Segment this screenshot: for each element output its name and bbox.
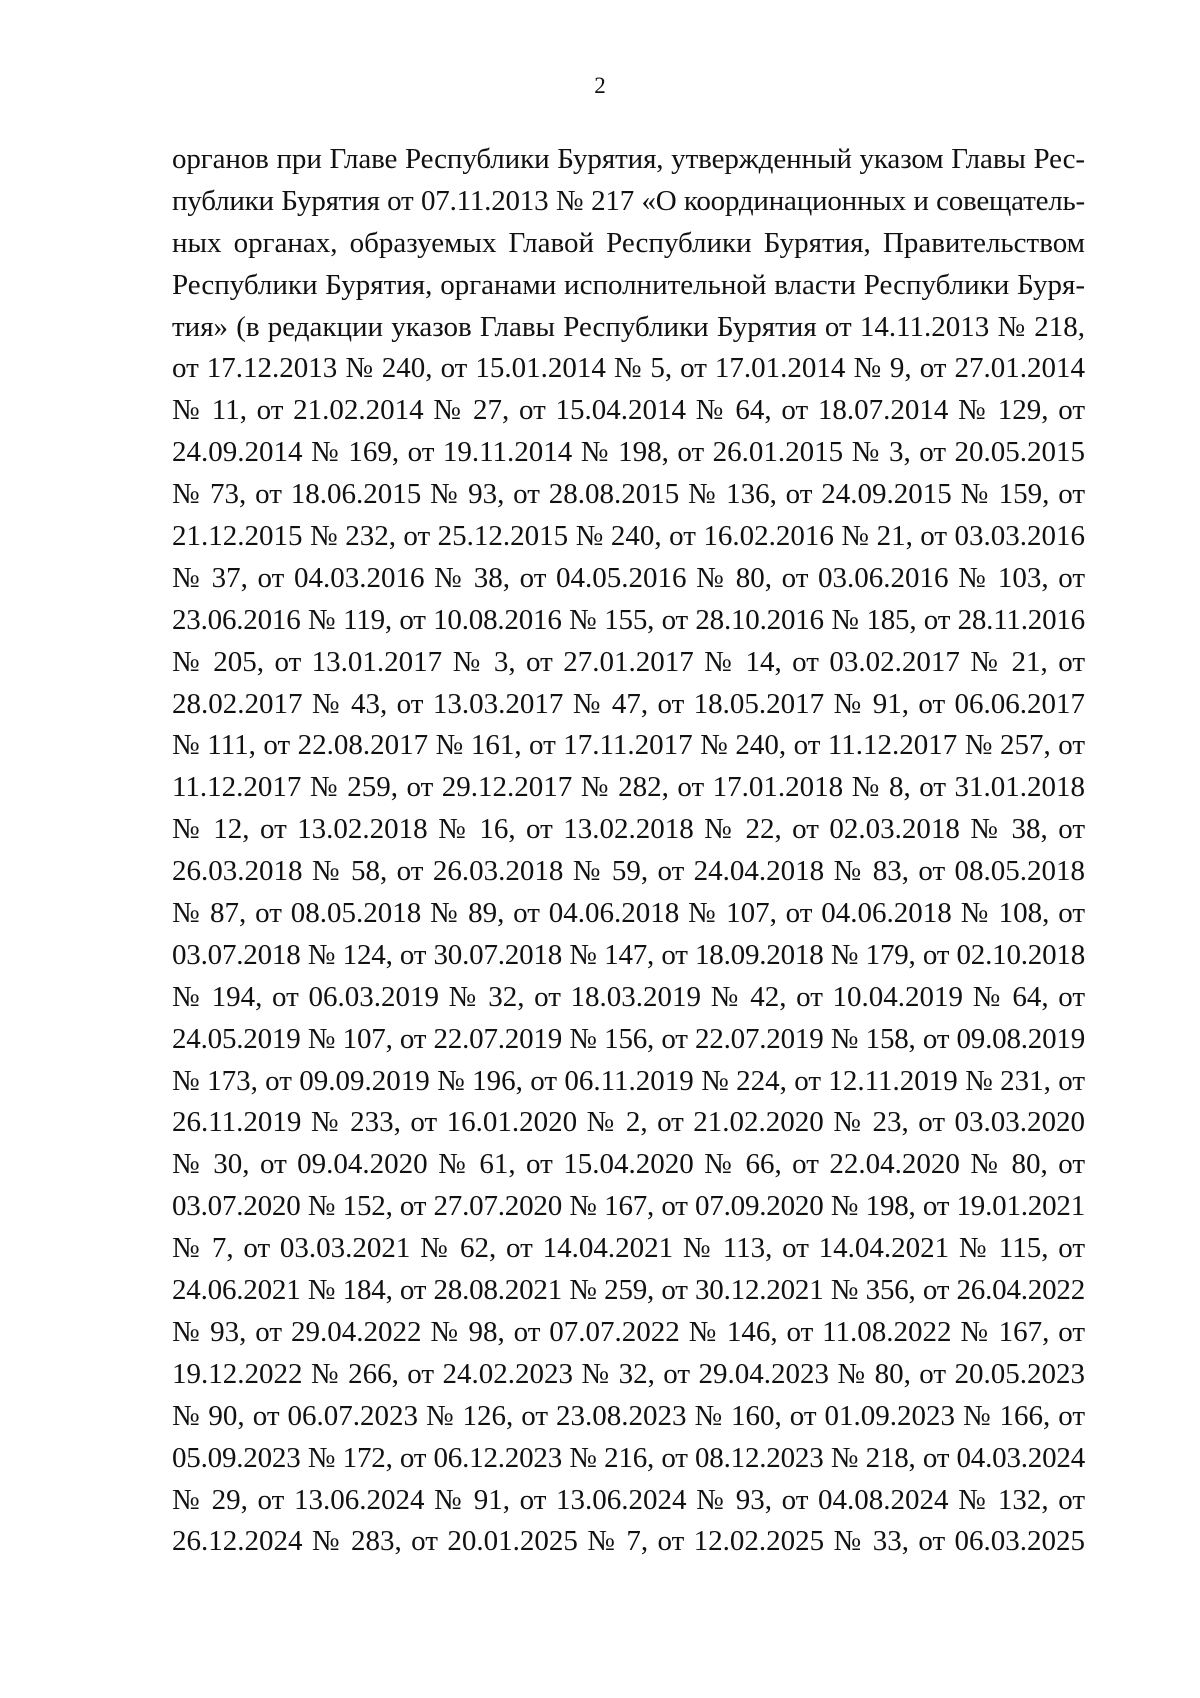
text-line: 24.05.2019 № 107, от 22.07.2019 № 156, от 22.07.2019 № 158, от 09.08.2019 [172,1022,1085,1055]
text-line: 03.07.2020 № 152, от 27.07.2020 № 167, от 07.09.2020 № 198, от 19.01.2021 [172,1190,1085,1223]
text-line: № 12, от 13.02.2018 № 16, от 13.02.2018 № 22, от 02.03.2018 № 38, от [172,813,1085,846]
body-paragraph [172,139,1085,1563]
text-line: ных органах, образуемых Главой Республики Бурятия, Правительством [172,226,1085,259]
text-line: Республики Бурятия, органами исполнительной власти Республики Буря- [172,268,1085,301]
text-line: № 7, от 03.03.2021 № 62, от 14.04.2021 № 113, от 14.04.2021 № 115, от [172,1232,1085,1265]
text-line: органов при Главе Республики Бурятия, утвержденный указом Главы Рес- [172,143,1085,175]
text-line: № 30, от 09.04.2020 № 61, от 15.04.2020 № 66, от 22.04.2020 № 80, от [172,1148,1085,1181]
text-line: 21.12.2015 № 232, от 25.12.2015 № 240, от 16.02.2016 № 21, от 03.03.2016 [172,520,1085,553]
text-line: 19.12.2022 № 266, от 24.02.2023 № 32, от 29.04.2023 № 80, от 20.05.2023 [172,1357,1085,1390]
text-line: № 90, от 06.07.2023 № 126, от 23.08.2023 № 160, от 01.09.2023 № 166, от [172,1399,1085,1432]
text-line: от 17.12.2013 № 240, от 15.01.2014 № 5, от 17.01.2014 № 9, от 27.01.2014 [172,352,1085,385]
text-line: № 93, от 29.04.2022 № 98, от 07.07.2022 № 146, от 11.08.2022 № 167, от [172,1315,1085,1348]
text-line: № 29, от 13.06.2024 № 91, от 13.06.2024 № 93, от 04.08.2024 № 132, от [172,1483,1085,1516]
text-line: 26.12.2024 № 283, от 20.01.2025 № 7, от 12.02.2025 № 33, от 06.03.2025 [172,1525,1085,1558]
text-line: № 87, от 08.05.2018 № 89, от 04.06.2018 № 107, от 04.06.2018 № 108, от [172,897,1085,930]
text-line: 28.02.2017 № 43, от 13.03.2017 № 47, от 18.05.2017 № 91, от 06.06.2017 [172,687,1085,720]
text-line: 24.06.2021 № 184, от 28.08.2021 № 259, от 30.12.2021 № 356, от 26.04.2022 [172,1274,1085,1307]
text-line: 26.03.2018 № 58, от 26.03.2018 № 59, от 24.04.2018 № 83, от 08.05.2018 [172,855,1085,888]
text-line: № 11, от 21.02.2014 № 27, от 15.04.2014 № 64, от 18.07.2014 № 129, от [172,394,1085,427]
text-line: 24.09.2014 № 169, от 19.11.2014 № 198, от 26.01.2015 № 3, от 20.05.2015 [172,436,1085,469]
text-line: публики Бурятия от 07.11.2013 № 217 «О координационных и совещатель- [172,184,1085,217]
text-line: № 205, от 13.01.2017 № 3, от 27.01.2017 № 14, от 03.02.2017 № 21, от [172,645,1085,678]
text-line: № 37, от 04.03.2016 № 38, от 04.05.2016 № 80, от 03.06.2016 № 103, от [172,561,1085,594]
text-line: 05.09.2023 № 172, от 06.12.2023 № 216, от 08.12.2023 № 218, от 04.03.2024 [172,1441,1085,1474]
text-line: № 173, от 09.09.2019 № 196, от 06.11.2019 № 224, от 12.11.2019 № 231, от [172,1064,1085,1097]
text-line: № 111, от 22.08.2017 № 161, от 17.11.2017 № 240, от 11.12.2017 № 257, от [172,729,1085,762]
text-line: 26.11.2019 № 233, от 16.01.2020 № 2, от 21.02.2020 № 23, от 03.03.2020 [172,1106,1085,1139]
text-line: 03.07.2018 № 124, от 30.07.2018 № 147, от 18.09.2018 № 179, от 02.10.2018 [172,938,1085,971]
text-line: тия» (в редакции указов Главы Республики Бурятия от 14.11.2013 № 218, [172,310,1085,343]
text-line: № 194, от 06.03.2019 № 32, от 18.03.2019 № 42, от 10.04.2019 № 64, от [172,980,1085,1013]
text-line: № 73, от 18.06.2015 № 93, от 28.08.2015 № 136, от 24.09.2015 № 159, от [172,478,1085,511]
page-number: 2 [594,73,606,98]
text-line: 11.12.2017 № 259, от 29.12.2017 № 282, от 17.01.2018 № 8, от 31.01.2018 [172,771,1085,804]
text-line: 23.06.2016 № 119, от 10.08.2016 № 155, от 28.10.2016 № 185, от 28.11.2016 [172,603,1085,636]
